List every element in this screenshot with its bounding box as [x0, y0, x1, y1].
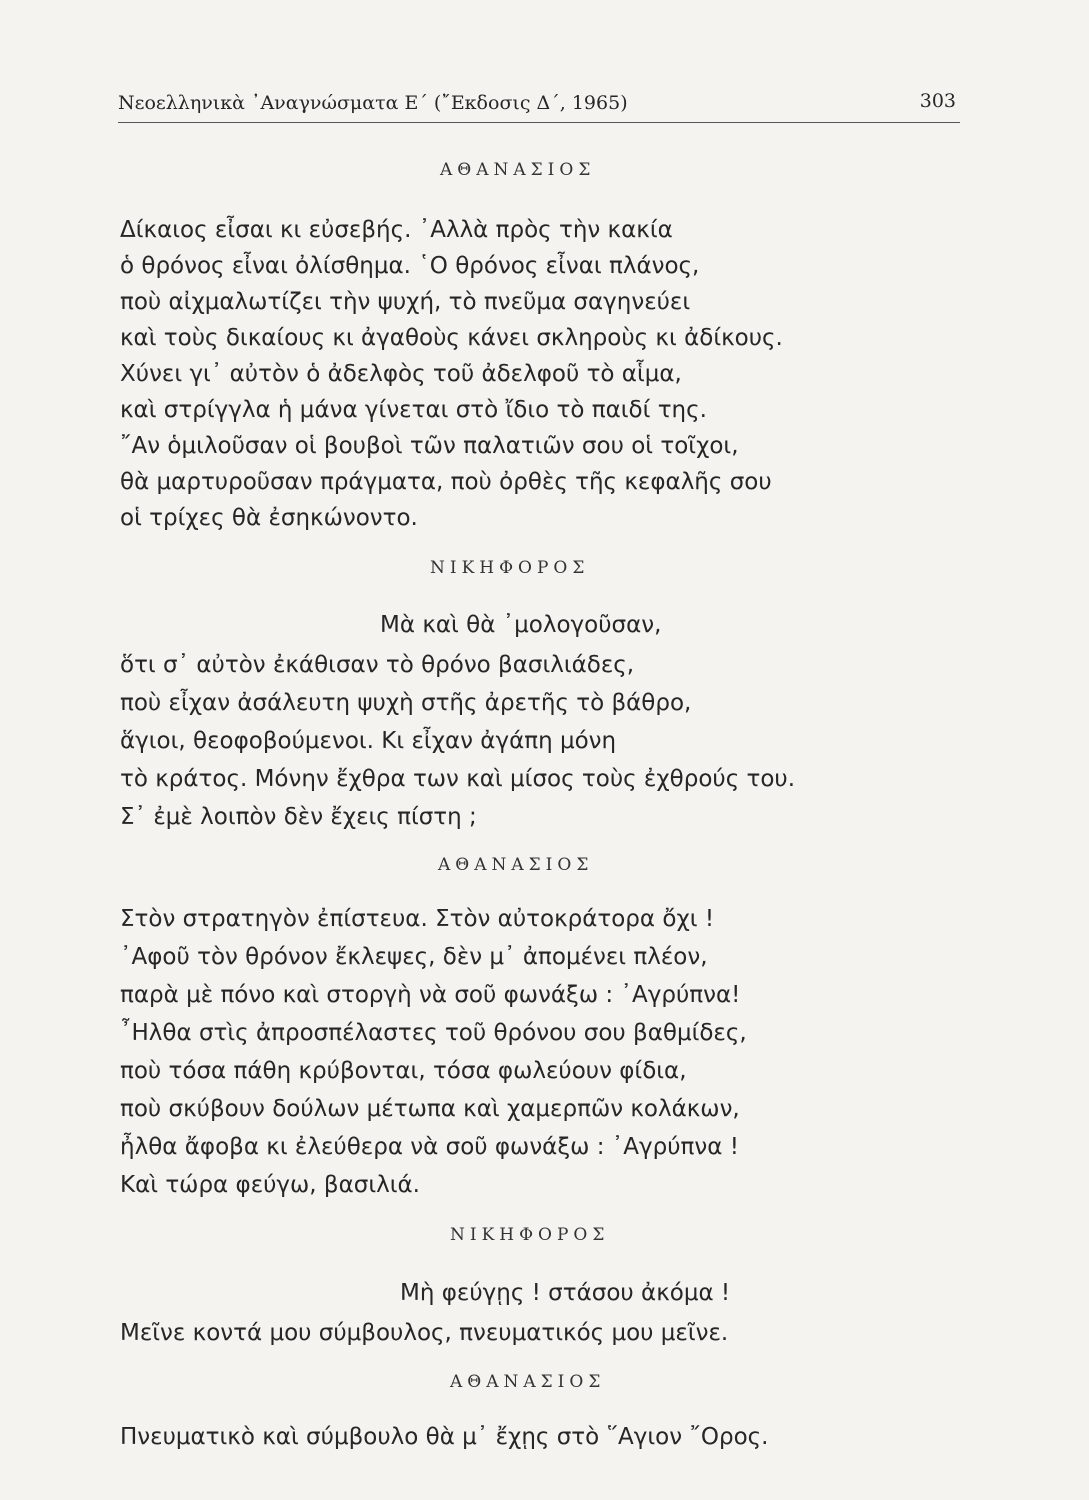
verse-line: ὁ θρόνος εἶναι ὀλίσθημα. ῾Ο θρόνος εἶναι πλάνος, [120, 253, 700, 279]
verse-line: ῏Ηλθα στὶς ἀπροσπέλαστες τοῦ θρόνου σου βαθμίδες, [120, 1020, 747, 1046]
verse-line: ὅτι σ᾿ αὐτὸν ἐκάθισαν τὸ θρόνο βασιλιάδες, [120, 652, 635, 678]
verse-line: Δίκαιος εἶσαι κι εὐσεβής. ᾿Αλλὰ πρὸς τὴν κακία [120, 217, 673, 243]
header-title: Νεοελληνικὰ ᾿Αναγνώσματα Ε΄ (῎Εκδοσις Δ΄, 1965) [118, 92, 628, 114]
verse-line: παρὰ μὲ πόνο καὶ στοργὴ νὰ σοῦ φωνάξω : ᾿Αγρύπνα! [120, 982, 741, 1008]
verse-line: ποὺ αἰχμαλωτίζει τὴν ψυχή, τὸ πνεῦμα σαγηνεύει [120, 289, 691, 315]
verse-line: θὰ μαρτυροῦσαν πράγματα, ποὺ ὀρθὲς τῆς κεφαλῆς σου [120, 469, 772, 495]
verse-line: Καὶ τώρα φεύγω, βασιλιά. [120, 1172, 420, 1198]
page-number: 303 [919, 90, 956, 112]
speaker-name: ΑΘΑΝΑΣΙΟΣ [440, 160, 596, 180]
verse-line: Μὴ φεύγῃς ! στάσου ἀκόμα ! [400, 1280, 731, 1306]
speaker-name: ΑΘΑΝΑΣΙΟΣ [438, 855, 594, 875]
verse-line: Χύνει γι᾿ αὐτὸν ὁ ἀδελφὸς τοῦ ἀδελφοῦ τὸ αἷμα, [120, 361, 682, 387]
speaker-name: ΝΙΚΗΦΟΡΟΣ [450, 1225, 610, 1245]
speaker-name: ΑΘΑΝΑΣΙΟΣ [450, 1372, 606, 1392]
verse-line: καὶ στρίγγλα ἡ μάνα γίνεται στὸ ἴδιο τὸ παιδί της. [120, 397, 707, 423]
verse-line: ποὺ σκύβουν δούλων μέτωπα καὶ χαμερπῶν κολάκων, [120, 1096, 740, 1122]
verse-line: ποὺ εἶχαν ἀσάλευτη ψυχὴ στῆς ἀρετῆς τὸ βάθρο, [120, 690, 692, 716]
speaker-name: ΝΙΚΗΦΟΡΟΣ [430, 558, 590, 578]
verse-line: Μεῖνε κοντά μου σύμβουλος, πνευματικός μου μεῖνε. [120, 1320, 729, 1346]
verse-line: καὶ τοὺς δικαίους κι ἀγαθοὺς κάνει σκληροὺς κι ἀδίκους. [120, 325, 783, 351]
running-header [118, 86, 960, 123]
verse-line: οἱ τρίχες θὰ ἐσηκώνοντο. [120, 505, 418, 531]
verse-line: Πνευματικὸ καὶ σύμβουλο θὰ μ᾿ ἔχῃς στὸ ῞Αγιον ῎Ορος. [120, 1424, 769, 1450]
verse-line: ῎Αν ὁμιλοῦσαν οἱ βουβοὶ τῶν παλατιῶν σου οἱ τοῖχοι, [120, 433, 739, 459]
verse-line: Σ᾿ ἐμὲ λοιπὸν δὲν ἔχεις πίστη ; [120, 804, 477, 830]
verse-line: ᾿Αφοῦ τὸν θρόνον ἔκλεψες, δὲν μ᾿ ἀπομένει πλέον, [120, 944, 708, 970]
verse-line: ποὺ τόσα πάθη κρύβονται, τόσα φωλεύουν φίδια, [120, 1058, 687, 1084]
verse-line: ἅγιοι, θεοφοβούμενοι. Κι εἶχαν ἀγάπη μόνη [120, 728, 617, 754]
verse-line: ἦλθα ἄφοβα κι ἐλεύθερα νὰ σοῦ φωνάξω : ᾿Αγρύπνα ! [120, 1134, 739, 1160]
verse-line: Μὰ καὶ θὰ ᾿μολογοῦσαν, [380, 612, 662, 638]
verse-line: τὸ κράτος. Μόνην ἔχθρα των καὶ μίσος τοὺς ἐχθρούς του. [120, 766, 796, 792]
verse-line: Στὸν στρατηγὸν ἐπίστευα. Στὸν αὐτοκράτορα ὄχι ! [120, 906, 715, 932]
